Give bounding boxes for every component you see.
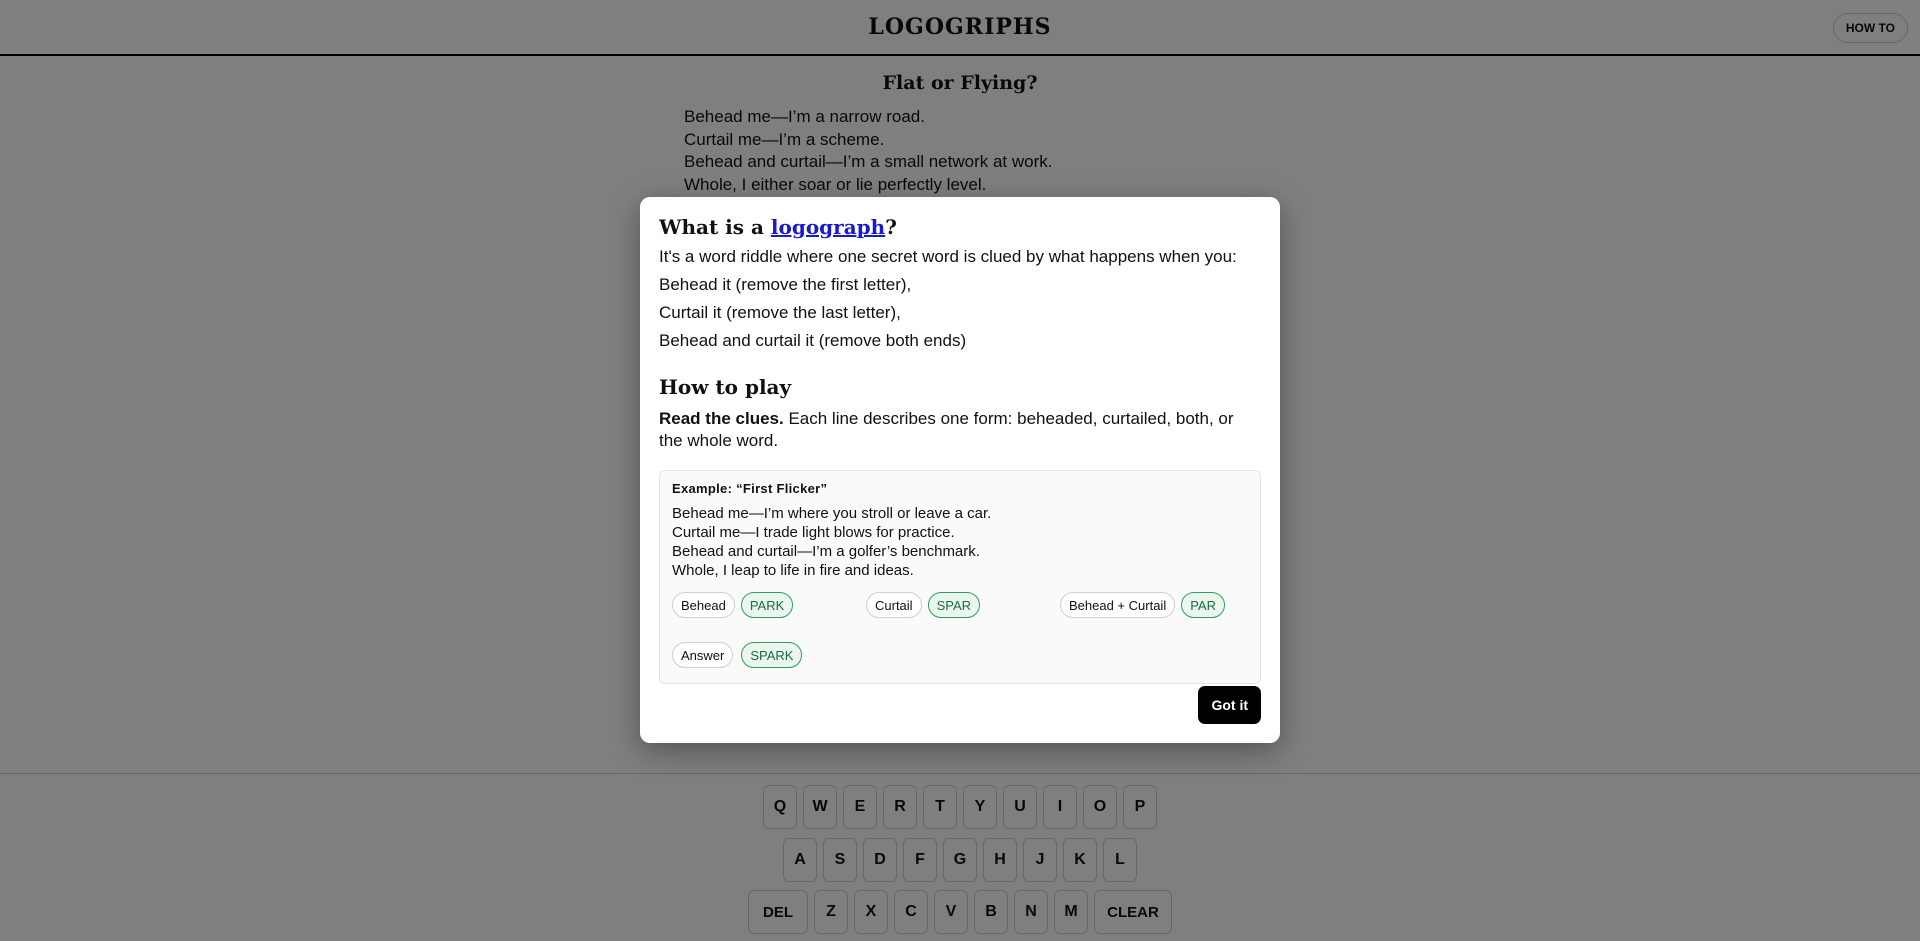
chip-curtail-label: Curtail xyxy=(866,592,922,618)
example-clue-whole: Whole, I leap to life in fire and ideas. xyxy=(672,562,914,579)
rule-curtail: Curtail it (remove the last letter), xyxy=(659,303,901,322)
read-the-clues-bold: Read the clues. xyxy=(659,409,784,428)
how-to-dialog xyxy=(640,197,1280,743)
chip-behead-value: PARK xyxy=(741,592,793,618)
chip-answer-label: Answer xyxy=(672,642,733,668)
example-clue-curtail: Curtail me—I trade light blows for practice. xyxy=(672,524,955,541)
rule-behead-curtail: Behead and curtail it (remove both ends) xyxy=(659,331,967,350)
example-chip-row xyxy=(672,592,1248,618)
chip-answer-value: SPARK xyxy=(741,642,802,668)
chip-behead-label: Behead xyxy=(672,592,735,618)
chip-group-behead-curtail xyxy=(1060,592,1225,618)
example-clue-behead-curtail: Behead and curtail—I’m a golfer’s benchmark. xyxy=(672,543,980,560)
example-answer-row xyxy=(672,642,1248,668)
dialog-intro: It's a word riddle where one secret word is clued by what happens when you: xyxy=(659,247,1237,266)
dialog-heading-suffix: ? xyxy=(885,215,897,239)
read-the-clues-text xyxy=(659,408,1261,452)
example-clue-behead: Behead me—I’m where you stroll or leave a car. xyxy=(672,505,992,522)
example-clues xyxy=(672,504,1248,580)
read-the-clues-body: Each line describes one form: beheaded, curtailed, both, or the whole word. xyxy=(659,409,1234,450)
chip-curtail-value: SPAR xyxy=(928,592,980,618)
example-box xyxy=(659,470,1261,684)
how-to-play-heading: How to play xyxy=(659,375,792,399)
dialog-heading-prefix: What is a xyxy=(659,215,771,239)
chip-group-behead xyxy=(672,592,866,618)
chip-group-curtail xyxy=(866,592,1060,618)
rule-behead: Behead it (remove the first letter), xyxy=(659,275,912,294)
chip-behead-curtail-label: Behead + Curtail xyxy=(1060,592,1175,618)
got-it-button[interactable]: Got it xyxy=(1198,686,1261,724)
logograph-link[interactable]: logograph xyxy=(770,215,886,239)
dialog-heading xyxy=(659,214,1261,240)
chip-behead-curtail-value: PAR xyxy=(1181,592,1225,618)
example-title: Example: “First Flicker” xyxy=(672,481,828,496)
